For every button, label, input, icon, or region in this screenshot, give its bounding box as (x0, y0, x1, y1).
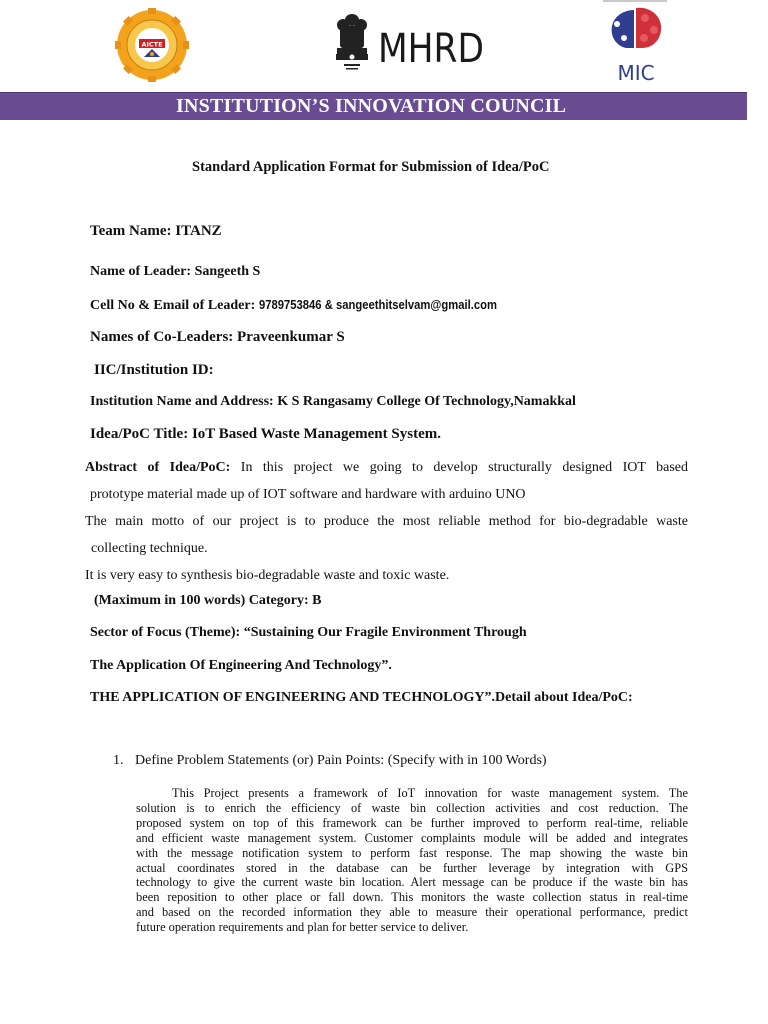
national-emblem-logo (332, 12, 372, 76)
leader-name: Name of Leader: Sangeeth S (90, 264, 261, 279)
item-1-title: Define Problem Statements (or) Pain Points: (Specify with in 100 Words) (135, 753, 547, 768)
motto-line-2: collecting technique. (91, 541, 208, 556)
abstract-line-1 (85, 460, 688, 476)
team-name: Team Name: ITANZ (90, 223, 222, 239)
paragraph-line: solution is to enrich the efficiency of waste bin collection activities and cost reduction. The (136, 800, 688, 815)
aicte-text: AICTE (141, 40, 163, 49)
co-leaders: Names of Co-Leaders: Praveenkumar S (90, 329, 345, 345)
synthesis-line: It is very easy to synthesis bio-degradable waste and toxic waste. (85, 568, 450, 583)
paragraph-line: future operation requirements and plan for better service to deliver. (136, 920, 469, 935)
abstract-line-2: prototype material made up of IOT software and hardware with arduino UNO (90, 487, 526, 502)
institution-name: Institution Name and Address: K S Rangasamy College Of Technology,Namakkal (90, 394, 576, 409)
paragraph-line: This Project presents a framework of IoT innovation for waste management system. The (172, 786, 688, 800)
contact-value: 9789753846 & sangeethitselvam@gmail.com (258, 298, 497, 312)
form-heading: Standard Application Format for Submission of Idea/PoC (192, 159, 550, 175)
detail-line: THE APPLICATION OF ENGINEERING AND TECHNOLOGY”.Detail about Idea/PoC: (90, 690, 633, 705)
idea-title: Idea/PoC Title: IoT Based Waste Management System. (90, 426, 441, 442)
paragraph-line: technology to give the current waste bin location. Alert message can be produce if the waste bin has (136, 875, 688, 890)
banner-title: INSTITUTION’S INNOVATION COUNCIL (176, 95, 567, 117)
item-1-number: 1. (113, 753, 124, 768)
aicte-logo (115, 8, 189, 82)
paragraph-line: with the message notification system to perform fast response. The map showing the waste bin (136, 845, 688, 860)
motto-line-1: The main motto of our project is to produce the most reliable method for bio-degradable waste (85, 514, 688, 529)
mhrd-logo-text: MHRD (378, 26, 484, 72)
paragraph-line: proposed system on top of this framework can be further improved to perform real-time, reliable (136, 815, 688, 830)
item-1-paragraph (136, 786, 688, 935)
paragraph-line: actual coordinates stored in the database can be further leverage by integration with GPS (136, 860, 688, 875)
mic-logo (604, 0, 668, 86)
sector-line-2: The Application Of Engineering And Technology”. (90, 658, 392, 673)
abstract-label: Abstract of Idea/PoC: (85, 460, 231, 475)
institution-id: IIC/Institution ID: (94, 362, 214, 378)
contact-label: Cell No & Email of Leader: (90, 298, 259, 313)
sector-line-1: Sector of Focus (Theme): “Sustaining Our Fragile Environment Through (90, 625, 527, 640)
leader-contact (90, 298, 523, 314)
paragraph-line: been reposition to other place or fall down. This monitors the waste collection status in real-time (136, 890, 688, 905)
mic-text: MIC (617, 61, 655, 85)
paragraph-line: and based on the recorded information they able to measure their operational performance, predict (136, 905, 688, 920)
category-line: (Maximum in 100 words) Category: B (94, 593, 322, 608)
abstract-text: In this project we going to develop structurally designed IOT based (230, 460, 689, 475)
paragraph-line: and efficient waste management system. Customer complaints module will be added and integrates (136, 830, 688, 845)
